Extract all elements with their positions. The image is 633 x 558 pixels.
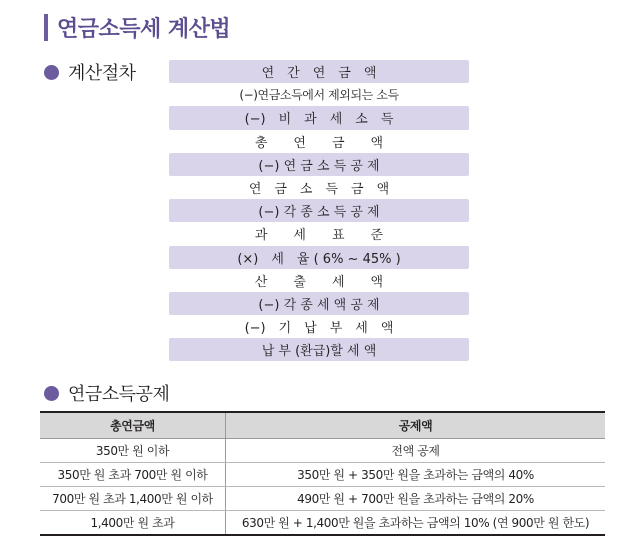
section-heading: 계산절차 <box>68 63 136 84</box>
calculation-steps <box>169 60 469 361</box>
deduction-table <box>40 411 605 536</box>
calculation-step: (×) 세 율 ( 6% ~ 45% ) <box>169 246 469 269</box>
calculation-step: 과 세 표 준 <box>254 228 384 244</box>
calculation-step: (−) 각 종 소 득 공 제 <box>169 199 469 222</box>
calculation-step: 연 금 소 득 금 액 <box>248 182 390 198</box>
column-header-deduction-amount: 공제액 <box>226 412 606 439</box>
calculation-step: 연 간 연 금 액 <box>169 60 469 83</box>
column-header-total-pension: 총연금액 <box>40 412 226 439</box>
table-header-row <box>40 412 605 439</box>
calculation-step: (−) 각 종 세 액 공 제 <box>169 292 469 315</box>
calculation-step: 납 부 (환급)할 세 액 <box>169 338 469 361</box>
cell-deduction-amount: 350만 원 + 350만 원을 초과하는 금액의 40% <box>226 463 606 487</box>
calculation-step: (−) 기 납 부 세 액 <box>244 321 394 337</box>
cell-deduction-amount: 490만 원 + 700만 원을 초과하는 금액의 20% <box>226 487 606 511</box>
calculation-step: (−) 연 금 소 득 공 제 <box>169 153 469 176</box>
calculation-step: (−) 비 과 세 소 득 <box>169 106 469 129</box>
table-row <box>40 439 605 463</box>
cell-deduction-amount: 전액 공제 <box>226 439 606 463</box>
bullet-icon <box>44 386 59 401</box>
calculation-step: 총 연 금 액 <box>254 135 384 151</box>
section-pension-deduction <box>44 380 169 406</box>
table-row <box>40 463 605 487</box>
cell-total-pension: 350만 원 이하 <box>40 439 226 463</box>
title-accent-bar <box>44 14 48 41</box>
cell-total-pension: 350만 원 초과 700만 원 이하 <box>40 463 226 487</box>
cell-deduction-amount: 630만 원 + 1,400만 원을 초과하는 금액의 10% (연 900만 원 한도) <box>226 511 606 536</box>
calculation-step: (−)연금소득에서 제외되는 소득 <box>239 88 399 103</box>
section-calculation-procedure <box>44 59 136 85</box>
section-heading: 연금소득공제 <box>68 384 170 405</box>
bullet-icon <box>44 65 59 80</box>
table-row <box>40 511 605 536</box>
page-title: 연금소득세 계산법 <box>57 17 231 42</box>
cell-total-pension: 700만 원 초과 1,400만 원 이하 <box>40 487 226 511</box>
calculation-step: 산 출 세 액 <box>254 274 384 290</box>
table-row <box>40 487 605 511</box>
cell-total-pension: 1,400만 원 초과 <box>40 511 226 536</box>
